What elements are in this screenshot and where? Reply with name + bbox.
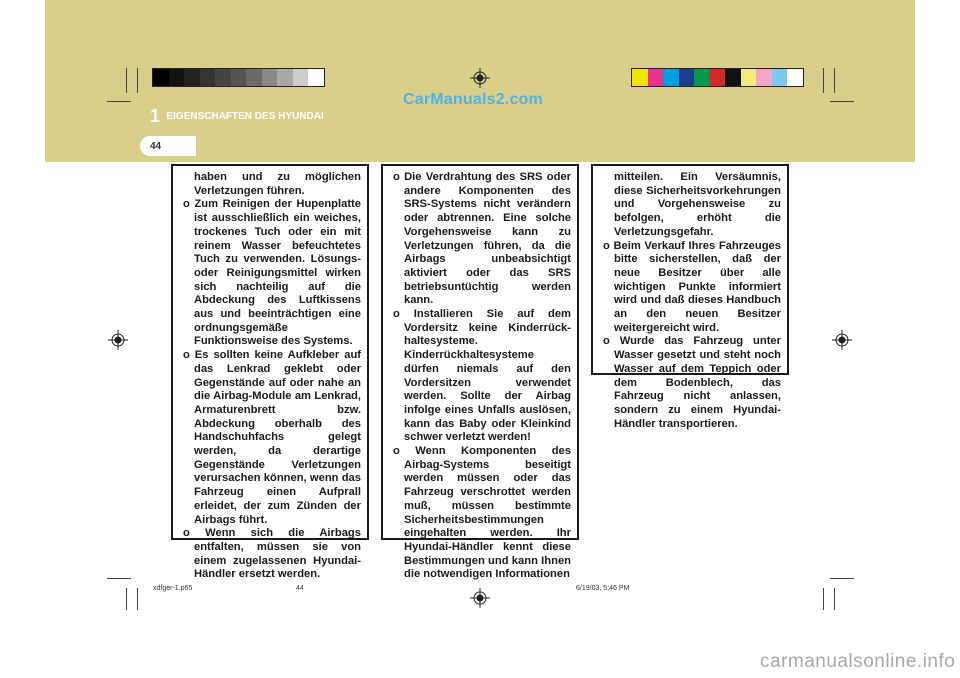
crop-mark — [823, 68, 824, 93]
page-number-tab — [140, 136, 196, 156]
text-column-1 — [171, 164, 369, 581]
bullet-paragraph: o Zum Reinigen der Hupenplatte ist ausschließlich ein weiches, trockenes Tuch oder ein mit reinem Wasser befeuchtetes Tuch zu verwenden. Lösungs- oder Reinigungsmittel wirken sich nachteilig auf die Abdeckung des Luftkissens aus und beeinträchtigen eine ordnungsgemäße Funktionsweise des Systems. — [183, 198, 361, 348]
chapter-title: EIGENSCHAFTEN DES HYUNDAI — [166, 111, 324, 122]
color-swatch — [710, 69, 726, 86]
footer-page: 44 — [296, 585, 304, 592]
bullet-paragraph: o Wenn sich die Airbags entfalten, müssen sie von einem zugelassenen Hyundai-Händler ersetzt werden. — [183, 527, 361, 581]
color-swatch — [741, 69, 757, 86]
color-swatch — [725, 69, 741, 86]
gray-swatch — [184, 69, 200, 86]
crop-mark — [823, 588, 824, 610]
bullet-paragraph: o Wurde das Fahrzeug unter Wasser gesetzt und steht noch Wasser auf dem Teppich oder dem Bodenblech, das Fahrzeug nicht anlassen, sondern zu einem Hyundai-Händler transportieren. — [603, 335, 781, 430]
gray-swatch — [200, 69, 216, 86]
crop-mark — [834, 588, 835, 610]
bullet-paragraph: o Die Verdrahtung des SRS oder andere Komponenten des SRS-Systems nicht verändern oder abtrennen. Eine solche Vorgehensweise kann zu Verletzungen führen, da die Airbags unbeabsichtigt aktiviert oder das SRS betriebsuntüchtig werden kann. — [393, 171, 571, 307]
gray-swatch — [246, 69, 262, 86]
color-bar — [631, 68, 804, 87]
color-swatch — [679, 69, 695, 86]
gray-swatch — [262, 69, 278, 86]
page-number: 44 — [150, 141, 162, 152]
crop-mark — [830, 578, 854, 579]
chapter-number: 1 — [150, 106, 161, 126]
gray-swatch — [169, 69, 185, 86]
gray-color-bar — [152, 68, 325, 87]
color-swatch — [632, 69, 648, 86]
continuation-paragraph: mitteilen. Ein Versäumnis, diese Sicherheitsvorkehrungen und Vorgehensweise zu befolgen, erhöht die Verletzungsgefahr. — [614, 171, 781, 238]
bullet-paragraph: o Wenn Komponenten des Airbag-Systems beseitigt werden müssen oder das Fahrzeug verschrottet werden muß, müssen bestimmte Sicherheitsbestimmungen eingehalten werden. Ihr Hyundai-Händler kennt diese Bestimmungen und kann Ihnen die notwendigen Informationen — [393, 445, 571, 581]
gray-swatch — [231, 69, 247, 86]
crop-mark — [126, 588, 127, 610]
color-swatch — [663, 69, 679, 86]
footer-site-logo[interactable]: carmanualsonline.info — [760, 651, 956, 672]
gray-swatch — [215, 69, 231, 86]
gray-swatch — [293, 69, 309, 86]
gray-swatch — [277, 69, 293, 86]
crop-mark — [830, 101, 854, 102]
chapter-heading — [150, 106, 324, 127]
color-swatch — [756, 69, 772, 86]
continuation-paragraph: Kinderrückhaltesysteme dürfen niemals auf den Vordersitzen verwendet werden. Sollte der Airbag infolge eines Unfalls auslösen, kann das Baby oder Kleinkind schwer verletzt werden! — [404, 349, 571, 444]
text-column-3 — [591, 164, 789, 430]
watermark-link[interactable]: CarManuals2.com — [403, 91, 543, 108]
continuation-paragraph: haben und zu möglichen Verletzungen führen. — [194, 171, 361, 197]
crop-mark — [137, 68, 138, 93]
bullet-paragraph: o Es sollten keine Aufkleber auf das Lenkrad geklebt oder Gegenstände auf oder nahe an die Airbag-Module am Lenkrad, Armaturenbrett bzw. Abdeckung oberhalb des Handschuhfachs gelegt werden, da derartige Gegenstände Verletzungen verursachen können, wenn das Fahrzeug einen Aufprall erleidet, der zum Zünden der Airbags führt. — [183, 349, 361, 526]
crop-mark — [107, 578, 131, 579]
crop-mark — [126, 68, 127, 93]
color-swatch — [648, 69, 664, 86]
footer-filename: xdfger-1.p65 — [153, 585, 193, 592]
gray-swatch — [308, 69, 324, 86]
registration-mark-icon — [832, 330, 852, 350]
bullet-paragraph: o Beim Verkauf Ihres Fahrzeuges bitte sicherstellen, daß der neue Besitzer über alle wichtigen Punkte informiert wird und daß dieses Handbuch an den neuen Besitzer weitergereicht wird. — [603, 239, 781, 334]
color-swatch — [772, 69, 788, 86]
registration-mark-icon — [470, 588, 490, 608]
gray-swatch — [153, 69, 169, 86]
color-swatch — [787, 69, 803, 86]
crop-mark — [137, 588, 138, 610]
crop-mark — [834, 68, 835, 93]
bullet-paragraph: o Installieren Sie auf dem Vordersitz keine Kinderrück-haltesysteme. — [393, 308, 571, 348]
text-column-2 — [381, 164, 579, 581]
footer-datetime: 6/19/03, 5:46 PM — [576, 585, 630, 592]
registration-mark-icon — [108, 330, 128, 350]
crop-mark — [107, 101, 131, 102]
registration-mark-icon — [470, 68, 490, 88]
color-swatch — [694, 69, 710, 86]
